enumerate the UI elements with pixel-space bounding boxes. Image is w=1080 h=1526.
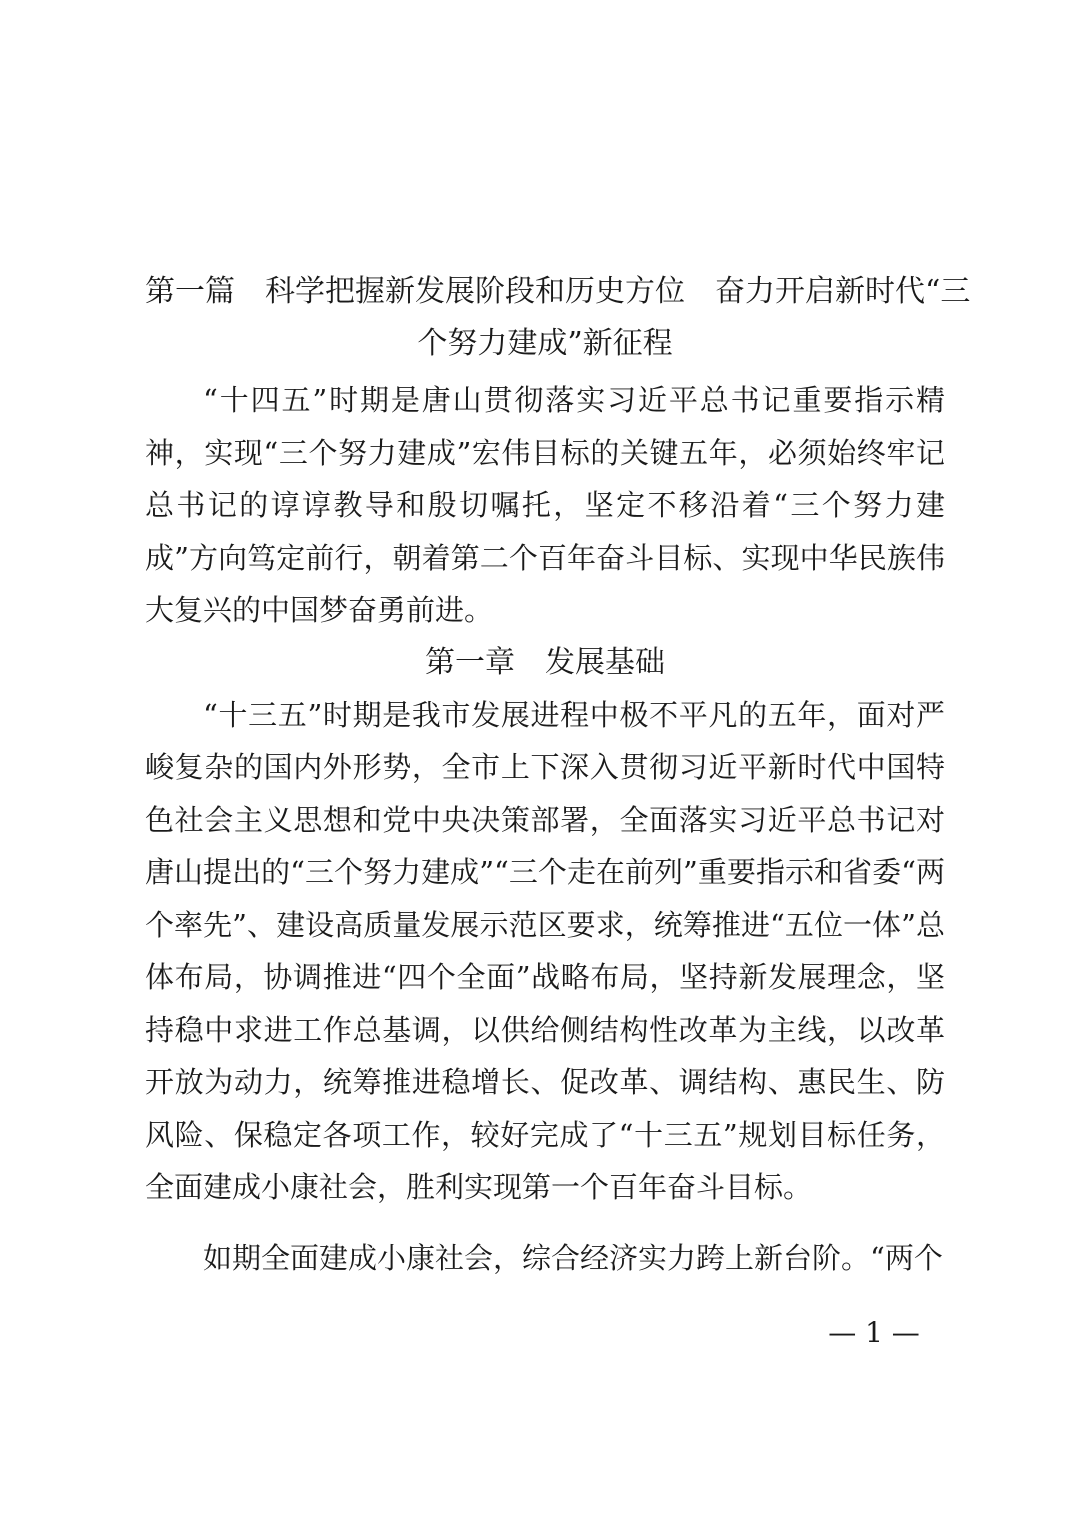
chapter-paragraph: “十三五”时期是我市发展进程中极不平凡的五年，面对严峻复杂的国内外形势，全市上下深入贯彻习近平新时代中国特色社会主义思想和党中央决策部署，全面落实习近平总书记对唐山提出的“三个努力建成”“三个走在前列”重要指示和省委“两个率先”、建设高质量发展示范区要求，统筹推进“五位一体”总体布局，协调推进“四个全面”战略布局，坚持新发展理念，坚持稳中求进工作总基调，以供给侧结构性改革为主线，以改革开放为动力，统筹推进稳增长、促改革、调结构、惠民生、防风险、保稳定各项工作，较好完成了“十三五”规划目标任务，全面建成小康社会，胜利实现第一个百年奋斗目标。 [145, 697, 945, 1204]
intro-paragraph: “十四五”时期是唐山贯彻落实习近平总书记重要指示精神，实现“三个努力建成”宏伟目标的关键五年，必须始终牢记总书记的谆谆教导和殷切嘱托，坚定不移沿着“三个努力建成”方向笃定前行，朝着第二个百年奋斗目标、实现中华民族伟大复兴的中国梦奋勇前进。 [145, 383, 945, 627]
continuation-paragraph: 如期全面建成小康社会，综合经济实力跨上新台阶。“两个 [203, 1240, 943, 1275]
part-title [145, 266, 971, 370]
part-title-line-2: 个努力建成”新征程 [417, 326, 673, 361]
page-content [145, 266, 971, 1284]
page-number: — 1 — [828, 1316, 920, 1349]
part-title-line-1: 第一篇 科学把握新发展阶段和历史方位 奋力开启新时代“三 [145, 274, 971, 309]
chapter-title: 第一章 发展基础 [425, 644, 665, 680]
